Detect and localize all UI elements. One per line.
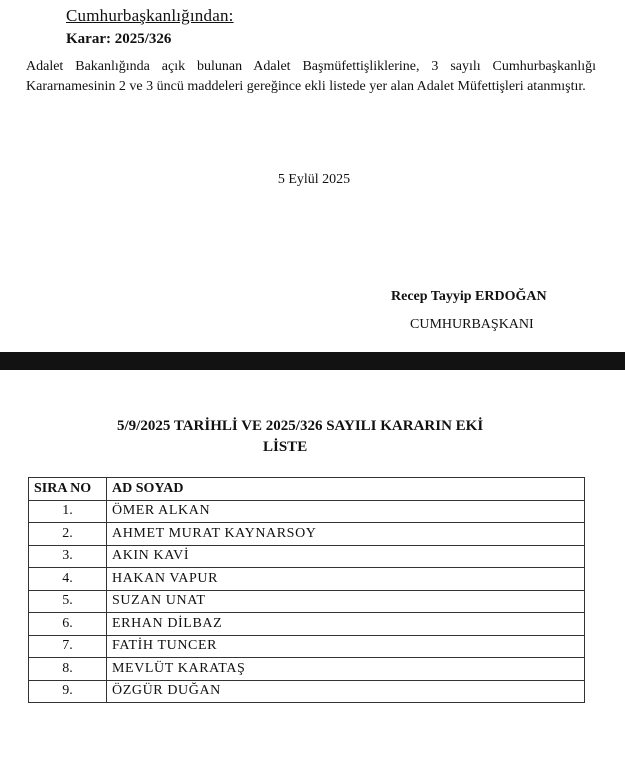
table-row [29, 568, 585, 591]
row-order-no: 1. [29, 500, 107, 523]
row-order-no: 5. [29, 590, 107, 613]
row-order-no: 9. [29, 680, 107, 703]
row-order-no: 3. [29, 545, 107, 568]
column-header-order-no: SIRA NO [29, 478, 107, 501]
annex-title-line2: LİSTE [263, 439, 308, 455]
row-full-name: ÖMER ALKAN [107, 500, 585, 523]
row-full-name: ERHAN DİLBAZ [107, 613, 585, 636]
issuer-heading: Cumhurbaşkanlığından: [66, 6, 234, 25]
annex-title-line1: 5/9/2025 TARİHLİ VE 2025/326 SAYILI KARARIN EKİ [117, 418, 484, 434]
row-order-no: 6. [29, 613, 107, 636]
column-header-full-name: AD SOYAD [107, 478, 585, 501]
table-row [29, 545, 585, 568]
row-full-name: AKIN KAVİ [107, 545, 585, 568]
row-order-no: 4. [29, 568, 107, 591]
decision-body-text: Adalet Bakanlığında açık bulunan Adalet Başmüfettişliklerine, 3 sayılı Cumhurbaşkanlığı Kararnamesinin 2 ve 3 üncü maddeleri gereğince ekli listede yer alan Adalet Müfettişleri atanmıştır. [26, 59, 596, 94]
page-divider [0, 352, 625, 370]
row-order-no: 2. [29, 523, 107, 546]
signatory-title: CUMHURBAŞKANI [410, 317, 534, 332]
row-full-name: AHMET MURAT KAYNARSOY [107, 523, 585, 546]
row-full-name: MEVLÜT KARATAŞ [107, 658, 585, 681]
row-full-name: SUZAN UNAT [107, 590, 585, 613]
annex-title [117, 416, 483, 458]
decision-date: 5 Eylül 2025 [277, 172, 351, 187]
table-header-row [29, 478, 585, 501]
table-row [29, 500, 585, 523]
row-order-no: 8. [29, 658, 107, 681]
appointees-table [28, 477, 585, 703]
table-row [29, 658, 585, 681]
table-row [29, 523, 585, 546]
table-row [29, 613, 585, 636]
table-row [29, 680, 585, 703]
table-row [29, 590, 585, 613]
row-full-name: FATİH TUNCER [107, 635, 585, 658]
decision-number: Karar: 2025/326 [66, 31, 172, 47]
row-order-no: 7. [29, 635, 107, 658]
row-full-name: ÖZGÜR DUĞAN [107, 680, 585, 703]
row-full-name: HAKAN VAPUR [107, 568, 585, 591]
table-row [29, 635, 585, 658]
signatory-name: Recep Tayyip ERDOĞAN [391, 289, 547, 304]
